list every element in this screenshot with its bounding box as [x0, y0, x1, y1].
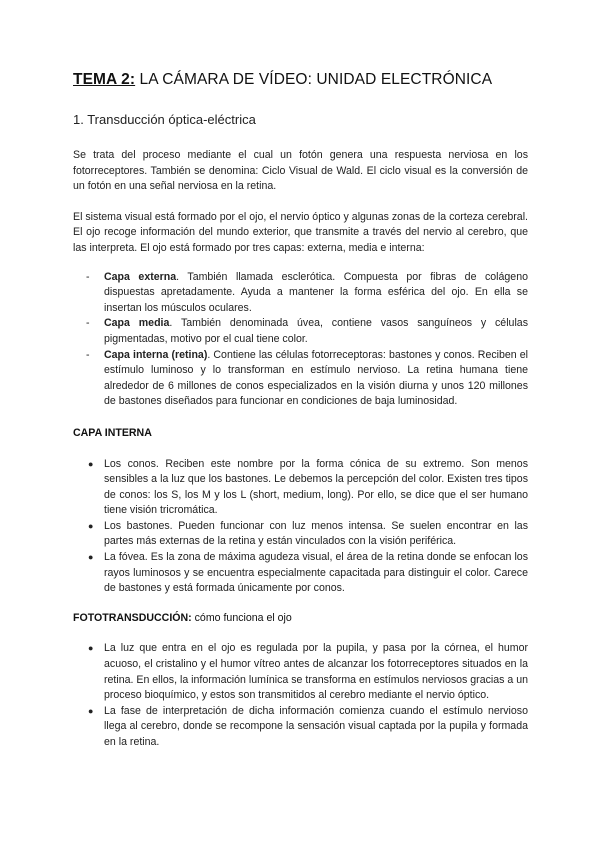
paragraph-visual-system: El sistema visual está formado por el ojo, el nervio óptico y algunas zonas de la corteza cerebral. El ojo recoge información del mundo exterior, que transmite a través del nervio al cerebro, que las interpreta. El ojo está formado por tres capas: externa, media e interna: [73, 210, 528, 254]
bullet-icon: ● [88, 552, 94, 563]
list-item-text: Los conos. Reciben este nombre por la forma cónica de su extremo. Son menos sensibles a la luz que los bastones. Le debemos la percepción del color. Existen tres tipos de conos: los S, los M y los L (short, medium, long). Por ello, se dice que el ser humano tiene visión tricromática. [104, 457, 528, 517]
dash-marker: - [86, 317, 90, 330]
list-item [86, 550, 528, 597]
dash-marker: - [86, 270, 90, 283]
bullet-icon: ● [88, 520, 94, 531]
section-heading: 1. Transducción óptica-eléctrica [73, 112, 256, 127]
term: Capa interna (retina) [104, 348, 208, 361]
fototransduccion-heading: FOTOTRANSDUCCIÓN: cómo funciona el ojo [73, 611, 292, 624]
layers-list [73, 270, 528, 410]
list-item [86, 316, 528, 347]
capa-interna-list [73, 457, 528, 597]
bullet-icon: ● [88, 705, 94, 716]
list-item-text: . También llamada esclerótica. Compuesta por fibras de colágeno dispuestas apretadamente. Ayuda a mantener la forma esférica del ojo. En ella se insertan los músculos oculares. [104, 270, 528, 314]
document-content [73, 70, 528, 751]
list-item [86, 704, 528, 751]
list-item [86, 641, 528, 703]
list-item [86, 348, 528, 410]
bullet-icon: ● [88, 458, 94, 469]
capa-interna-heading: CAPA INTERNA [73, 426, 152, 439]
fototransduccion-list [73, 641, 528, 750]
list-item-text: La fase de interpretación de dicha información comienza cuando el estímulo nervioso llega al cerebro, donde se recompone la sensación visual captada por la pupila y formada en la retina. [104, 704, 528, 748]
dash-marker: - [86, 348, 90, 361]
list-item [86, 457, 528, 519]
term: Capa media [104, 317, 170, 330]
list-item [86, 519, 528, 550]
bullet-icon: ● [88, 643, 94, 654]
term: Capa externa [104, 270, 177, 283]
page-title [73, 70, 528, 90]
list-item-text: . Contiene las células fotorreceptoras: bastones y conos. Reciben el estímulo luminoso y lo transforman en estímulo nervioso. La retina humana tiene alrededor de 6 millones de conos especializados en la visión diurna y unos 120 millones de bastones diseñados para funcionar en condiciones de baja luminosidad. [104, 348, 529, 408]
title-prefix: TEMA 2: [73, 71, 136, 88]
list-item [86, 270, 528, 317]
paragraph-intro: Se trata del proceso mediante el cual un fotón genera una respuesta nerviosa en los fotorreceptores. También se denomina: Ciclo Visual de Wald. El ciclo visual es la conversión de un fotón en una señal nerviosa en la retina. [73, 149, 528, 193]
list-item-text: La fóvea. Es la zona de máxima agudeza visual, el área de la retina donde se enfocan los rayos luminosos y se encuentra especialmente capacitada para distinguir el color. Carece de bastones y está formada únicamente por conos. [104, 551, 528, 595]
list-item-text: Los bastones. Pueden funcionar con luz menos intensa. Se suelen encontrar en las partes más externas de la retina y están vinculados con la visión periférica. [104, 519, 528, 548]
list-item-text: . También denominada úvea, contiene vasos sanguíneos y células pigmentadas, motivo por el cual tiene color. [104, 317, 528, 345]
title-text: LA CÁMARA DE VÍDEO: UNIDAD ELECTRÓNICA [135, 71, 493, 88]
list-item-text: La luz que entra en el ojo es regulada por la pupila, y pasa por la córnea, el humor acuoso, el cristalino y el humor vítreo antes de alcanzar los fotorreceptores situados en la retina. En ellos, la información lumínica se transforma en estímulos nerviosos gracias a un proceso bioquímico, y estos son transmitidos al cerebro mediante el nervio óptico. [104, 642, 528, 702]
